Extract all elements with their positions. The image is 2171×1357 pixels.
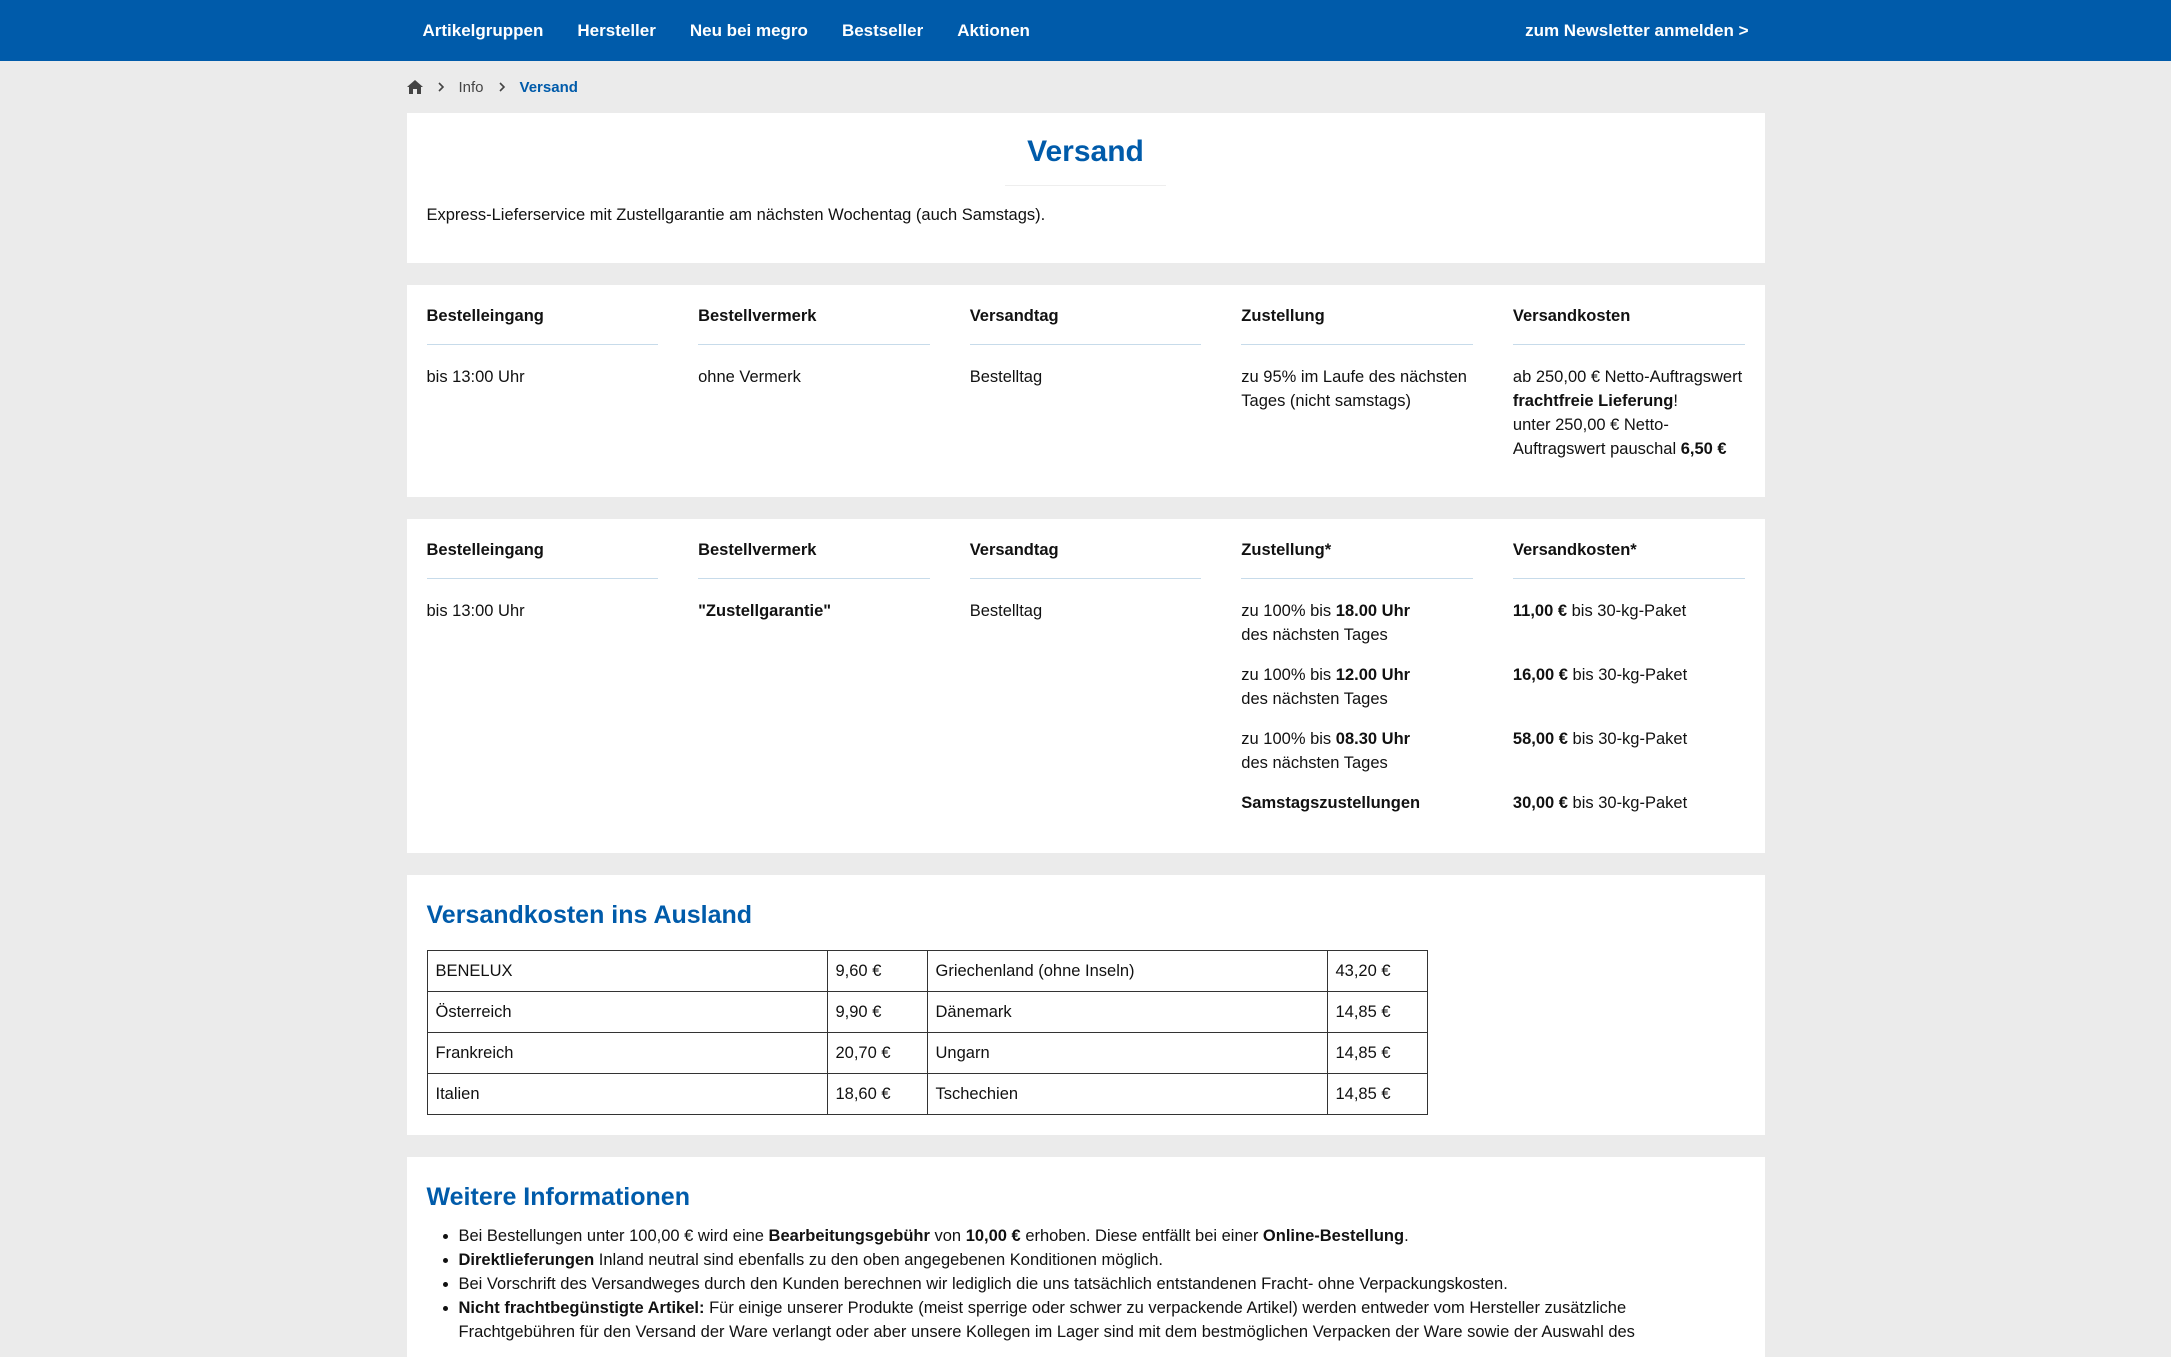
main-menu bbox=[423, 21, 1064, 41]
price-text: bis 30-kg-Paket bbox=[1567, 730, 1688, 748]
top-navigation bbox=[0, 0, 2171, 61]
option-text: zu 100% bis bbox=[1241, 730, 1336, 748]
kosten-highlight: 6,50 € bbox=[1680, 440, 1727, 458]
option-text: des nächsten Tages bbox=[1241, 754, 1388, 772]
header-bestelleingang: Bestelleingang bbox=[427, 529, 659, 579]
price-value: 16,00 € bbox=[1512, 666, 1568, 684]
info-list bbox=[459, 1224, 1745, 1344]
info-bold: Direktlieferungen bbox=[458, 1251, 595, 1269]
abroad-row bbox=[427, 992, 1427, 1033]
price-value: 30,00 € bbox=[1512, 794, 1568, 812]
cell-versandtag: Bestelltag bbox=[969, 368, 1043, 386]
price-text: bis 30-kg-Paket bbox=[1567, 794, 1688, 812]
option-text: zu 100% bis bbox=[1241, 602, 1336, 620]
chevron-right-icon bbox=[437, 82, 445, 92]
price-cell: 43,20 € bbox=[1327, 951, 1427, 992]
header-bestellvermerk: Bestellvermerk bbox=[698, 529, 930, 579]
header-versandkosten: Versandkosten* bbox=[1513, 529, 1745, 579]
cell-vermerk bbox=[698, 579, 930, 833]
price-text: bis 30-kg-Paket bbox=[1567, 666, 1688, 684]
info-bold: Bearbeitungsgebühr bbox=[768, 1227, 930, 1245]
price-option bbox=[1513, 599, 1745, 647]
info-text: . bbox=[1404, 1227, 1409, 1245]
header-zustellung: Zustellung* bbox=[1241, 529, 1473, 579]
header-versandtag: Versandtag bbox=[970, 529, 1202, 579]
header-bestellvermerk: Bestellvermerk bbox=[698, 295, 930, 345]
info-item bbox=[459, 1224, 1745, 1248]
price-cell: 9,60 € bbox=[827, 951, 927, 992]
country-cell: Österreich bbox=[427, 992, 827, 1033]
saturday-label: Samstagszustellungen bbox=[1241, 794, 1421, 812]
breadcrumb-info[interactable]: Info bbox=[458, 78, 484, 96]
cell-eingang: bis 13:00 Uhr bbox=[426, 368, 525, 386]
header-zustellung: Zustellung bbox=[1241, 295, 1473, 345]
price-value: 58,00 € bbox=[1512, 730, 1568, 748]
option-time: 18.00 Uhr bbox=[1335, 602, 1411, 620]
price-cell: 14,85 € bbox=[1327, 1074, 1427, 1115]
nav-neu-bei-megro[interactable]: Neu bei megro bbox=[689, 20, 808, 40]
standard-shipping-table bbox=[427, 295, 1745, 479]
price-text: bis 30-kg-Paket bbox=[1567, 602, 1687, 620]
info-text: Bei Bestellungen unter 100,00 € wird eine bbox=[458, 1227, 769, 1245]
kosten-text: unter 250,00 € Netto-Auftragswert pauschal bbox=[1512, 416, 1681, 458]
info-title: Weitere Informationen bbox=[426, 1183, 690, 1211]
home-icon bbox=[407, 80, 423, 94]
abroad-title: Versandkosten ins Ausland bbox=[426, 901, 753, 929]
price-cell: 9,90 € bbox=[827, 992, 927, 1033]
intro-card bbox=[407, 113, 1765, 263]
info-text: Inland neutral sind ebenfalls zu den oben angegebenen Konditionen möglich. bbox=[594, 1251, 1163, 1269]
country-cell: Griechenland (ohne Inseln) bbox=[927, 951, 1327, 992]
country-cell: Dänemark bbox=[927, 992, 1327, 1033]
info-bold: 10,00 € bbox=[965, 1227, 1021, 1245]
vermerk-text: "Zustellgarantie" bbox=[698, 602, 832, 620]
info-bold: Nicht frachtbegünstigte Artikel: bbox=[458, 1299, 705, 1317]
cell-zustellung bbox=[1241, 579, 1473, 833]
chevron-right-icon bbox=[498, 82, 506, 92]
price-cell: 14,85 € bbox=[1327, 1033, 1427, 1074]
country-cell: BENELUX bbox=[427, 951, 827, 992]
page-title: Versand bbox=[1005, 133, 1166, 186]
info-item bbox=[459, 1248, 1745, 1272]
country-cell: Tschechien bbox=[927, 1074, 1327, 1115]
express-shipping-table bbox=[427, 529, 1745, 833]
cell-vermerk: ohne Vermerk bbox=[698, 368, 801, 386]
breadcrumb-current: Versand bbox=[519, 78, 578, 96]
info-text: erhoben. Diese entfällt bei einer bbox=[1020, 1227, 1263, 1245]
info-item: • Bei Vorschrift des Versandweges durch den Kunden berechnen wir lediglich die uns tatsächlich entstandenen Fracht- ohne Verpackungskosten. bbox=[459, 1272, 1745, 1296]
price-cell: 20,70 € bbox=[827, 1033, 927, 1074]
cell-versandtag: Bestelltag bbox=[969, 602, 1043, 620]
kosten-text: ! bbox=[1673, 392, 1678, 410]
zustellung-option bbox=[1241, 663, 1473, 711]
info-bold: Online-Bestellung bbox=[1262, 1227, 1405, 1245]
price-value: 11,00 € bbox=[1512, 602, 1568, 620]
price-option bbox=[1513, 663, 1745, 711]
info-card bbox=[407, 1157, 1765, 1357]
price-cell: 14,85 € bbox=[1327, 992, 1427, 1033]
option-time: 08.30 Uhr bbox=[1335, 730, 1411, 748]
option-time: 12.00 Uhr bbox=[1335, 666, 1411, 684]
cell-zustellung: zu 95% im Laufe des nächsten Tages (nicht samstags) bbox=[1241, 368, 1467, 410]
cell-versandkosten bbox=[1513, 579, 1745, 833]
header-versandtag: Versandtag bbox=[970, 295, 1202, 345]
kosten-text: ab 250,00 € Netto-Auftragswert bbox=[1512, 368, 1743, 386]
country-cell: Italien bbox=[427, 1074, 827, 1115]
abroad-row bbox=[427, 1033, 1427, 1074]
header-bestelleingang: Bestelleingang bbox=[427, 295, 659, 345]
info-text: von bbox=[929, 1227, 966, 1245]
express-shipping-card bbox=[407, 519, 1765, 853]
country-cell: Ungarn bbox=[927, 1033, 1327, 1074]
price-option bbox=[1513, 727, 1745, 775]
price-option bbox=[1513, 791, 1745, 815]
standard-shipping-card bbox=[407, 285, 1765, 497]
breadcrumb bbox=[407, 61, 1765, 113]
breadcrumb-home[interactable] bbox=[407, 80, 423, 94]
abroad-row bbox=[427, 1074, 1427, 1115]
nav-bestseller[interactable]: Bestseller bbox=[841, 20, 924, 40]
cell-eingang: bis 13:00 Uhr bbox=[426, 602, 525, 620]
header-versandkosten: Versandkosten bbox=[1513, 295, 1745, 345]
abroad-row bbox=[427, 951, 1427, 992]
abroad-table bbox=[427, 950, 1428, 1115]
option-text: des nächsten Tages bbox=[1241, 690, 1388, 708]
option-text: des nächsten Tages bbox=[1241, 626, 1388, 644]
nav-aktionen[interactable]: Aktionen bbox=[957, 20, 1030, 40]
kosten-highlight: frachtfreie Lieferung bbox=[1512, 392, 1674, 410]
nav-hersteller[interactable]: Hersteller bbox=[577, 20, 656, 40]
option-text: zu 100% bis bbox=[1241, 666, 1336, 684]
price-cell: 18,60 € bbox=[827, 1074, 927, 1115]
nav-artikelgruppen[interactable]: Artikelgruppen bbox=[422, 20, 544, 40]
country-cell: Frankreich bbox=[427, 1033, 827, 1074]
zustellung-option bbox=[1241, 599, 1473, 647]
info-text: Für einige unserer Produkte (meist sperrige oder schwer zu verpackende Artikel) werden entweder vom Hersteller zusätzliche Frachtgebühren für den Versand der Ware verlangt oder aber unsere Kollegen im Lager sind mit dem bestmöglichen Verpacken der Ware sowie der Auswahl des bbox=[458, 1299, 1635, 1341]
cell-versandkosten bbox=[1513, 345, 1745, 479]
zustellung-option bbox=[1241, 727, 1473, 775]
abroad-card bbox=[407, 875, 1765, 1135]
newsletter-link[interactable]: zum Newsletter anmelden > bbox=[1525, 20, 1749, 40]
info-item bbox=[459, 1296, 1745, 1344]
zustellung-option bbox=[1241, 791, 1473, 815]
intro-text: Express-Lieferservice mit Zustellgarantie am nächsten Wochentag (auch Samstags). bbox=[426, 206, 1046, 224]
